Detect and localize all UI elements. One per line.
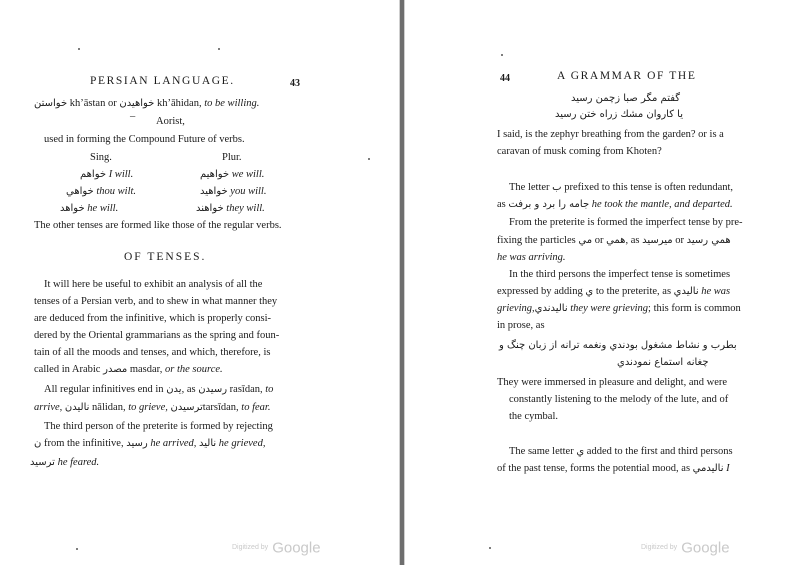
translit: tarsīdan, [202, 402, 239, 413]
text: or [594, 235, 604, 246]
text: fixing the particles [497, 235, 576, 246]
aorist-heading: Aorist, [156, 116, 185, 127]
conj-row-plur [200, 168, 264, 181]
arabic-word: خواهد [60, 203, 85, 214]
google-watermark [232, 539, 321, 557]
para-line [509, 181, 733, 194]
gloss: to grieve, [128, 402, 168, 413]
para-line [497, 234, 731, 247]
para-line [44, 383, 273, 396]
verse-line: گفتم مگر صبا زچمن رسيد [571, 93, 681, 104]
paper-speck [368, 158, 370, 160]
para-line [497, 198, 733, 211]
text: , as [625, 235, 640, 246]
right-page [404, 0, 807, 565]
gloss: you will. [230, 186, 267, 197]
gloss: he arrived, [150, 438, 197, 449]
para-line: tenses of a Persian verb, and to shew in what manner they [34, 296, 278, 307]
para-line [34, 401, 270, 414]
arabic-word: خواهيد [200, 186, 228, 197]
conj-row-plur [200, 185, 266, 198]
verb-line [34, 97, 259, 110]
arabic-phrase: جامه را برد و برفت [508, 199, 590, 210]
para-line: tain of all the moods and tenses, and which, therefore, is [34, 347, 271, 358]
conj-row-sing [66, 185, 136, 198]
arabic-word: ناليدي [673, 286, 699, 297]
arabic-word: خواهيدن [119, 98, 155, 109]
text: of the past tense, forms the potential mood, as [497, 463, 691, 474]
conj-row-sing [60, 202, 118, 215]
text: from the infinitive, [43, 438, 124, 449]
text: called in Arabic [34, 364, 101, 375]
arabic-word: يدن [166, 384, 182, 395]
prose-arabic: بطرب و نشاط مشغول بودندي ونغمه ترانه از زبان چنگ و [499, 340, 737, 351]
paper-speck [76, 548, 78, 550]
gloss: I will. [108, 169, 134, 180]
arabic-word: مي [578, 235, 593, 246]
gloss: arrive, [34, 402, 63, 413]
translit: khʼāstan or [69, 98, 117, 109]
arabic-word: ترسيدن [170, 402, 203, 413]
para-line [497, 285, 730, 298]
arabic-word: ناليدن [64, 402, 90, 413]
arabic-word: ب [552, 182, 562, 193]
gloss: to fear. [241, 402, 271, 413]
page-number: 43 [290, 78, 300, 89]
text: expressed by adding [497, 286, 583, 297]
para-line: They were immersed in pleasure and delight, and were [497, 377, 728, 388]
gloss: thou wilt. [96, 186, 137, 197]
arabic-word: خواستن [34, 98, 68, 109]
gloss: they will. [226, 203, 265, 214]
paper-speck [218, 48, 220, 50]
para-line: From the preterite is formed the imperfect tense by pre- [509, 217, 743, 228]
arabic-word: ناليدمي [692, 463, 724, 474]
text: The letter [509, 182, 550, 193]
translit: khʼāhidan, [156, 98, 202, 109]
para-line: the cymbal. [509, 411, 558, 422]
translation-line: I said, is the zephyr breathing from the garden? or is a [497, 129, 724, 140]
arabic-word: خواهي [66, 186, 94, 197]
watermark-google: Google [681, 539, 730, 557]
conj-row-sing [80, 168, 133, 181]
para-line: In the third persons the imperfect tense is sometimes [509, 269, 731, 280]
gloss: he was [701, 286, 731, 297]
gloss: to [265, 384, 274, 395]
para-line: are deduced from the infinitive, which is properly consi- [34, 313, 272, 324]
verse-line: يا كاروان مشك زراه ختن رسيد [555, 109, 683, 120]
gloss: he was arriving. [497, 252, 566, 263]
translation-line: caravan of musk coming from Khoten? [497, 146, 662, 157]
gloss: they were grieving [570, 303, 649, 314]
arabic-word: رسيد [126, 438, 148, 449]
paper-speck [78, 48, 80, 50]
paper-speck [501, 54, 503, 56]
text: All regular infinitives end in [44, 384, 164, 395]
para-line: It will here be useful to exhibit an analysis of all the [44, 279, 263, 290]
section-title: OF TENSES. [124, 251, 207, 263]
arabic-word: ن [34, 438, 42, 449]
text: to the preterite, as [595, 286, 672, 297]
arabic-word: همي رسيد [686, 235, 731, 246]
translit: rasīdan, [229, 384, 263, 395]
gloss: to be willing. [204, 98, 260, 109]
gloss: I [726, 463, 730, 474]
aorist-use: used in forming the Compound Future of verbs. [44, 134, 245, 145]
para-line [497, 462, 730, 475]
para-line [497, 251, 566, 264]
text: or [675, 235, 684, 246]
arabic-word: ي [585, 286, 594, 297]
gloss: he grieved, [218, 438, 266, 449]
watermark-small: Digitized by [232, 544, 269, 552]
para-line: in prose, as [497, 320, 545, 331]
para-line: constantly listening to the melody of the lute, and of [509, 394, 729, 405]
running-head: PERSIAN LANGUAGE. [90, 75, 235, 87]
arabic-word: ي [576, 446, 585, 457]
gloss: grieving, [497, 303, 535, 314]
arabic-word: رسيدن [198, 384, 228, 395]
arabic-word: همي [606, 235, 626, 246]
arabic-word: ناليد [199, 438, 217, 449]
para-line [34, 363, 223, 376]
text: prefixed to this tense is often redundant, [564, 182, 734, 193]
sing-label: Sing. [90, 152, 112, 163]
dash: – [130, 111, 136, 122]
other-tenses: The other tenses are formed like those of the regular verbs. [34, 220, 282, 231]
para-line: The third person of the preterite is formed by rejecting [44, 421, 273, 432]
arabic-word: خواهم [80, 169, 107, 180]
gloss: he took the mantle, and departed. [591, 199, 733, 210]
arabic-word: خواهيم [200, 169, 230, 180]
text: The same letter [509, 446, 574, 457]
arabic-word: ميرسيد [642, 235, 673, 246]
para-line [509, 445, 733, 458]
translit: masdar, [129, 364, 163, 375]
para-line: dered by the Oriental grammarians as the spring and foun- [34, 330, 280, 341]
translit: nālidan, [92, 402, 126, 413]
para-line [30, 456, 99, 469]
gloss: or the source. [165, 364, 223, 375]
page-number: 44 [500, 73, 510, 84]
arabic-word: خواهند [196, 203, 224, 214]
watermark-google: Google [272, 539, 321, 557]
arabic-word: ترسيد [30, 457, 55, 468]
plur-label: Plur. [222, 152, 242, 163]
text: ; this form is common [648, 303, 741, 314]
arabic-word: مصدر [103, 364, 128, 375]
watermark-small: Digitized by [641, 544, 678, 552]
gloss: he feared. [57, 457, 100, 468]
paper-speck [489, 547, 491, 549]
para-line [497, 302, 741, 315]
left-page [0, 0, 400, 565]
prose-arabic: چغانه استماع نمودندي [617, 357, 709, 368]
gloss: we will. [231, 169, 265, 180]
text: as [497, 199, 506, 210]
google-watermark [641, 539, 730, 557]
arabic-word: ناليدندي [534, 303, 568, 314]
text: , as [181, 384, 196, 395]
gloss: he will. [87, 203, 119, 214]
running-head: A GRAMMAR OF THE [557, 70, 697, 82]
text: added to the first and third persons [586, 446, 733, 457]
conj-row-plur [196, 202, 265, 215]
para-line [34, 437, 265, 450]
